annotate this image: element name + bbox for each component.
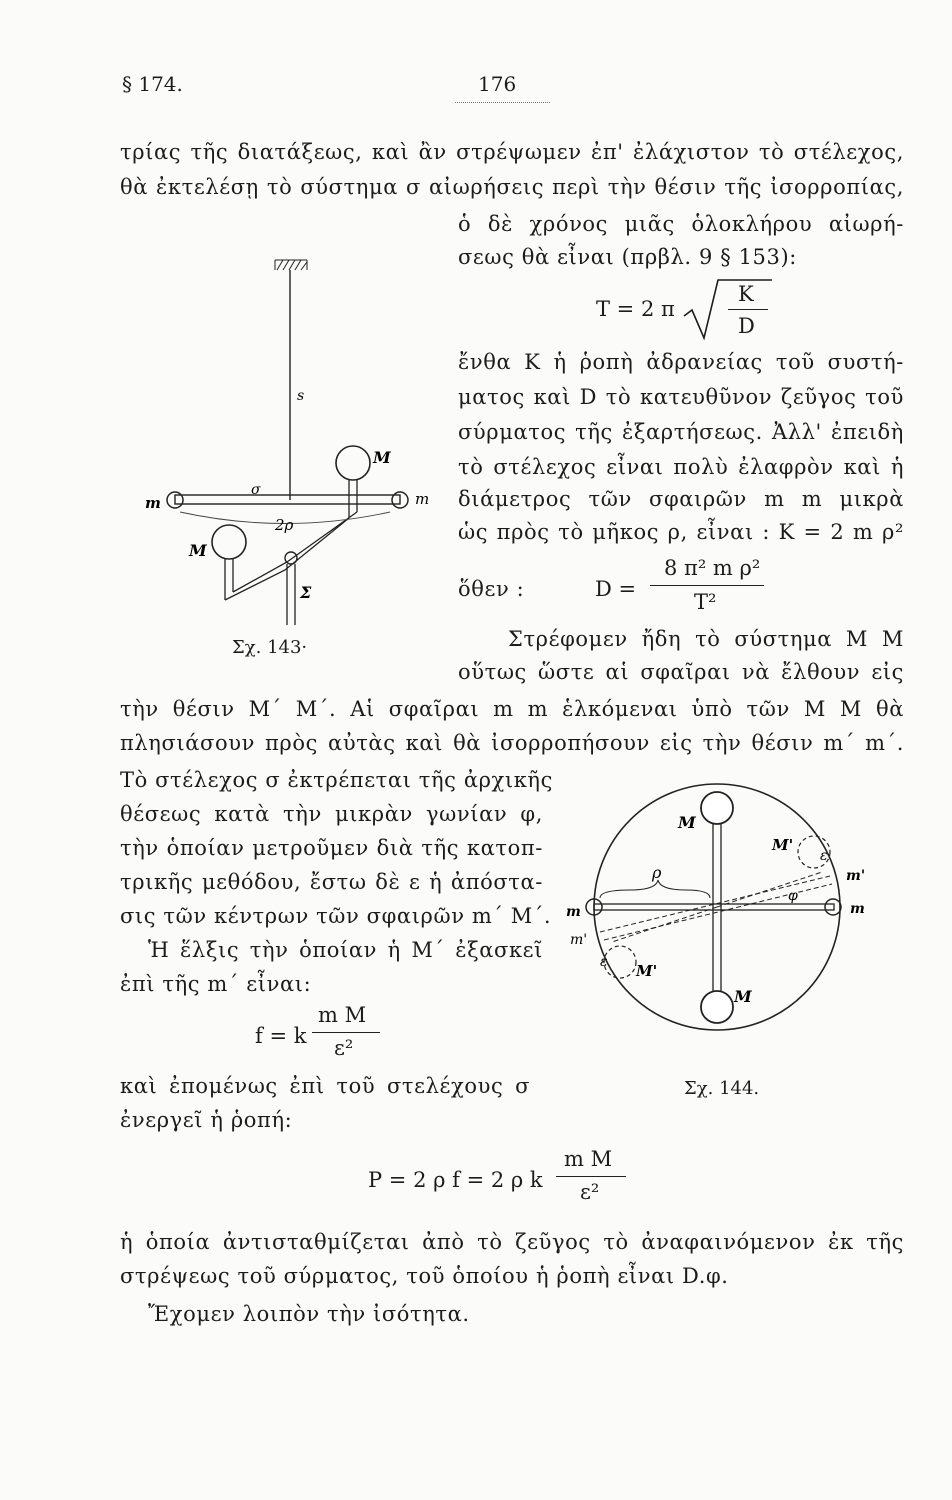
header-rule	[455, 102, 550, 103]
fig144-label-epsilon-bottom: ε	[600, 954, 608, 970]
text-line: ὁ δὲ χρόνος μιᾶς ὁλοκλήρου αἰωρή-	[458, 212, 904, 236]
text-line: τρικῆς μεθόδου, ἔστω δὲ ε ἡ ἀπόστα-	[120, 870, 543, 894]
fig144-label-mprime-right: m'	[846, 868, 866, 884]
text-line: σεως θὰ εἶναι (πρβλ. 9 § 153):	[458, 245, 797, 269]
section-number: § 174.	[122, 72, 183, 96]
text-line: τρίας τῆς διατάξεως, καὶ ἂν στρέψωμεν ἐπ' ἐλάχιστον τὸ στέλεχος,	[120, 140, 904, 164]
text-line: ἡ ὁποία ἀντισταθμίζεται ἀπὸ τὸ ζεῦγος τὸ ἀναφαινόμενον ἐκ τῆς	[120, 1230, 904, 1254]
figure-144-caption: Σχ. 144.	[684, 1078, 760, 1099]
page-number: 176	[478, 72, 517, 96]
formula-T-num: K	[738, 282, 754, 306]
fraction-bar	[728, 309, 768, 310]
text-line: Στρέφομεν ἤδη τὸ σύστημα Μ Μ	[508, 627, 904, 651]
formula-P-den: ε²	[580, 1180, 600, 1204]
fig143-label-M-top: M	[373, 448, 391, 467]
text-line: τὴν ὁποίαν μετροῦμεν διὰ τῆς κατοπ-	[120, 836, 543, 860]
figure-143	[135, 250, 435, 670]
text-line: ἔνθα Κ ἡ ῥοπὴ ἀδρανείας τοῦ συστή-	[458, 350, 904, 374]
fig143-label-2rho: 2ρ	[275, 516, 294, 534]
formula-f-num: m M	[318, 1003, 367, 1027]
text-line: οὕτως ὥστε αἱ σφαῖραι νὰ ἔλθουν εἰς	[458, 660, 904, 684]
fraction-bar	[312, 1032, 380, 1033]
text-line: στρέψεως τοῦ σύρματος, τοῦ ὁποίου ἡ ῥοπὴ εἶναι D.φ.	[120, 1264, 729, 1288]
text-line: σύρματος τῆς ἐξαρτήσεως. Ἀλλ' ἐπειδὴ	[458, 420, 904, 444]
text-line: πλησιάσουν πρὸς αὐτὰς καὶ θὰ ἰσορροπήσουν εἰς τὴν θέσιν m΄ m΄.	[120, 731, 904, 755]
formula-f-lhs: f = k	[255, 1024, 307, 1048]
fig144-label-mprime-left: m'	[570, 932, 588, 948]
text-line: Τὸ στέλεχος σ ἐκτρέπεται τῆς ἀρχικῆς	[120, 768, 553, 792]
fig144-label-epsilon-top: ε	[820, 848, 828, 864]
text-line: καὶ ἐπομένως ἐπὶ τοῦ στελέχους σ	[120, 1074, 530, 1098]
text-line: τὴν θέσιν Μ΄ Μ΄. Αἱ σφαῖραι m m ἑλκόμεναι ὑπὸ τῶν Μ Μ θὰ	[120, 697, 904, 721]
text-line: διάμετρος τῶν σφαιρῶν m m μικρὰ	[458, 487, 904, 511]
fig143-label-Sigma: Σ	[300, 583, 312, 602]
fig143-label-m-right: m	[415, 490, 430, 508]
text-line: ἐπὶ τῆς m΄ εἶναι:	[120, 972, 312, 996]
formula-P-lhs: P = 2 ρ f = 2 ρ k	[368, 1168, 543, 1192]
text-line: ματος καὶ D τὸ κατευθῦνον ζεῦγος τοῦ	[458, 385, 904, 409]
formula-P-num: m M	[564, 1147, 613, 1171]
formula-D-den: T²	[694, 590, 717, 614]
formula-f-den: ε²	[334, 1036, 354, 1060]
fig144-label-M-bottom: M	[734, 987, 752, 1006]
fig144-label-phi: φ	[788, 888, 798, 904]
formula-T-lhs: T = 2 π	[596, 297, 675, 321]
fig143-label-s: s	[297, 388, 305, 404]
fig144-label-m-right: m	[850, 901, 865, 917]
text-line: τὸ στέλεχος εἶναι πολὺ ἐλαφρὸν καὶ ἡ	[458, 455, 904, 479]
fraction-bar	[650, 585, 764, 586]
formula-D-num: 8 π² m ρ²	[664, 556, 761, 580]
fig144-label-m-left: m	[566, 904, 581, 920]
text-line: Ἔχομεν λοιπὸν τὴν ἰσότητα.	[148, 1302, 470, 1326]
text-line: ὡς πρὸς τὸ μῆκος ρ, εἶναι : Κ = 2 m ρ²	[458, 520, 904, 544]
formula-T-den: D	[738, 314, 755, 338]
text-line: σις τῶν κέντρων τῶν σφαιρῶν m΄ Μ΄.	[120, 904, 552, 928]
text-line: θὰ ἐκτελέσῃ τὸ σύστημα σ αἰωρήσεις περὶ τὴν θέσιν τῆς ἰσορροπίας,	[120, 175, 904, 199]
figure-143-caption: Σχ. 143·	[232, 637, 308, 658]
fig144-label-rho: ρ	[652, 863, 662, 882]
text-line: Ἡ ἕλξις τὴν ὁποίαν ἡ Μ΄ ἐξασκεῖ	[148, 938, 543, 962]
text-line: ἐνεργεῖ ἡ ῥοπή:	[120, 1108, 293, 1132]
fig144-label-Mprime-top: M'	[772, 836, 794, 854]
fraction-bar	[556, 1176, 626, 1177]
fig143-label-M-bottom: M	[189, 541, 207, 560]
fig144-label-M-top: M	[678, 813, 696, 832]
figure-144	[560, 780, 900, 1045]
fig143-label-sigma: σ	[251, 482, 261, 498]
text-line: ὅθεν :	[458, 577, 525, 601]
text-line: θέσεως κατὰ τὴν μικρὰν γωνίαν φ,	[120, 802, 543, 826]
formula-D-lhs: D =	[595, 577, 637, 601]
fig144-label-Mprime-bottom: M'	[636, 962, 658, 980]
fig143-label-m-left: m	[145, 494, 161, 512]
